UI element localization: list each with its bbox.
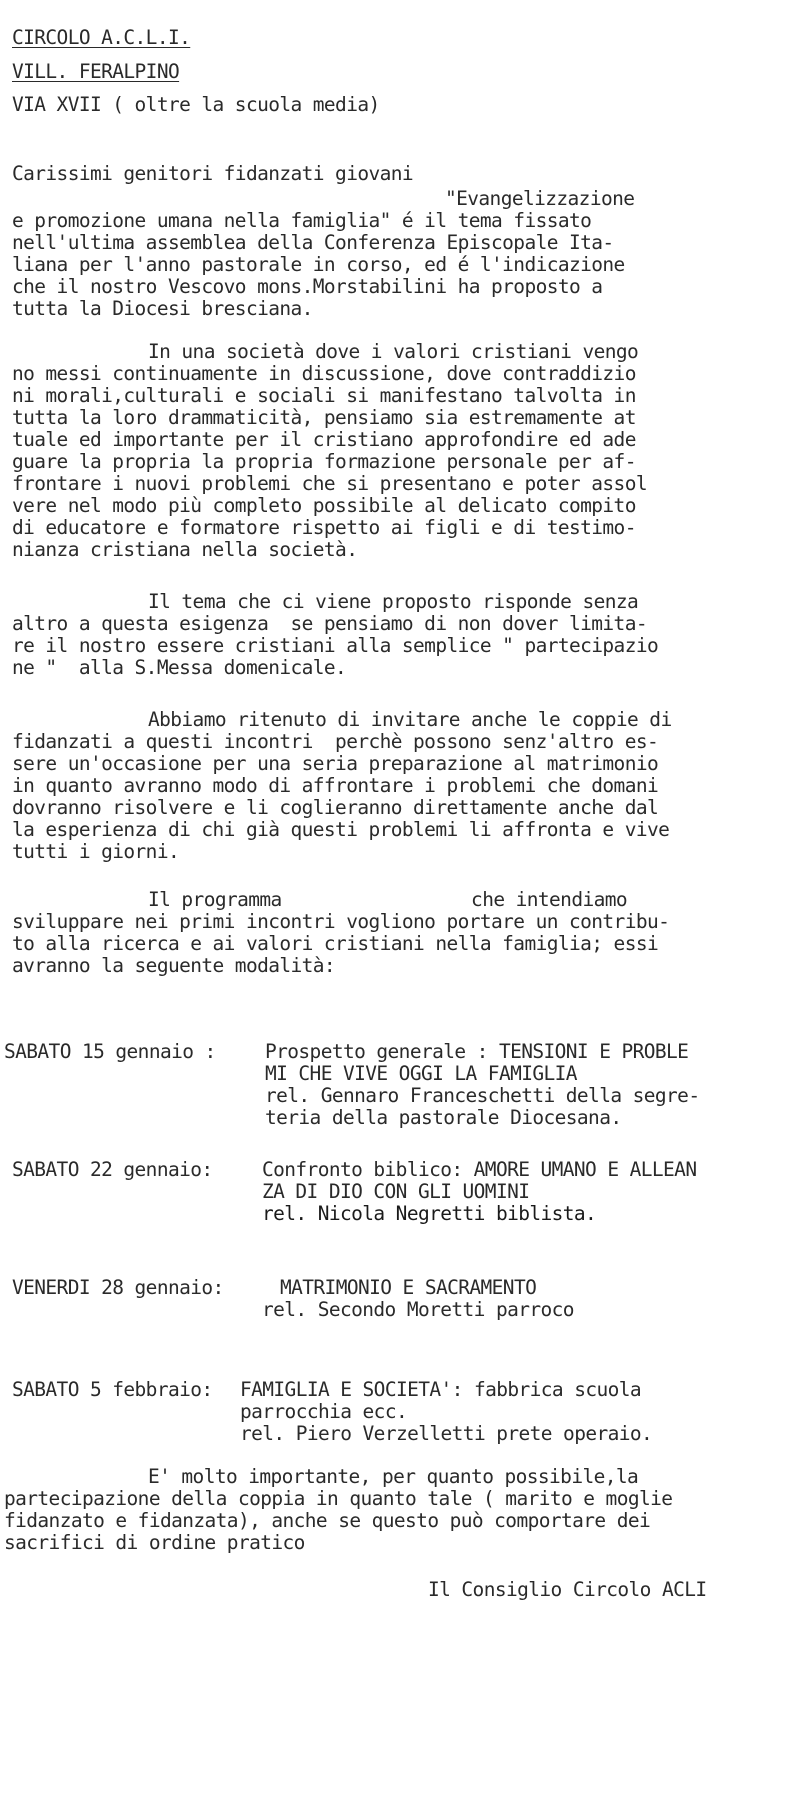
text-line: ne " alla S.Messa domenicale. xyxy=(12,656,347,679)
text-line: fidanzato e fidanzata), anche se questo può comportare dei xyxy=(4,1509,651,1532)
text-line: tuale ed importante per il cristiano approfondire ed ade xyxy=(12,428,636,451)
text-line: e promozione umana nella famiglia" é il tema fissato xyxy=(12,209,592,232)
text-line: liana per l'anno pastorale in corso, ed é l'indicazione xyxy=(12,253,625,276)
text-line: la esperienza di chi già questi problemi li affronta e vive xyxy=(12,818,670,841)
text-line: to alla ricerca e ai valori cristiani nella famiglia; essi xyxy=(12,932,659,955)
address-line: VIA XVII ( oltre la scuola media) xyxy=(12,93,380,116)
schedule-date: SABATO 22 gennaio: xyxy=(12,1158,213,1181)
text-line: dovranno risolvere e li coglieranno direttamente anche dal xyxy=(12,796,659,819)
text-line: re il nostro essere cristiani alla semplice " partecipazio xyxy=(12,634,659,657)
text-line: In una società dove i valori cristiani vengo xyxy=(148,340,639,363)
text-line: sere un'occasione per una seria preparazione al matrimonio xyxy=(12,752,659,775)
schedule-text: Prospetto generale : TENSIONI E PROBLE xyxy=(265,1040,689,1063)
text-line: vere nel modo più completo possibile al delicato compito xyxy=(12,494,636,517)
schedule-text: FAMIGLIA E SOCIETA': fabbrica scuola xyxy=(240,1378,642,1401)
text-line: Il programma che intendiamo xyxy=(148,888,628,911)
schedule-text: MATRIMONIO E SACRAMENTO xyxy=(280,1276,537,1299)
schedule-text: rel. Piero Verzelletti prete operaio. xyxy=(240,1422,653,1445)
schedule-date: VENERDI 28 gennaio: xyxy=(12,1276,224,1299)
text-line: Abbiamo ritenuto di invitare anche le coppie di xyxy=(148,708,672,731)
schedule-text: ZA DI DIO CON GLI UOMINI xyxy=(262,1180,530,1203)
schedule-text: rel. Gennaro Franceschetti della segre- xyxy=(265,1084,700,1107)
schedule-text: rel. Secondo Moretti parroco xyxy=(262,1298,574,1321)
signature: Il Consiglio Circolo ACLI xyxy=(428,1578,707,1601)
schedule-text: teria della pastorale Diocesana. xyxy=(265,1106,622,1129)
text-line: tutta la Diocesi bresciana. xyxy=(12,297,313,320)
text-line: in quanto avranno modo di affrontare i problemi che domani xyxy=(12,774,659,797)
text-line: ni morali,culturali e sociali si manifestano talvolta in xyxy=(12,384,636,407)
text-line: tutti i giorni. xyxy=(12,840,180,863)
text-line: "Evangelizzazione xyxy=(445,187,635,210)
text-line: guare la propria la propria formazione personale per af- xyxy=(12,450,636,473)
text-line: partecipazione della coppia in quanto tale ( marito e moglie xyxy=(4,1487,673,1510)
schedule-date: SABATO 5 febbraio: xyxy=(12,1378,213,1401)
text-line: che il nostro Vescovo mons.Morstabilini ha proposto a xyxy=(12,275,603,298)
text-line: di educatore e formatore rispetto ai figli e di testimo- xyxy=(12,516,636,539)
schedule-date: SABATO 15 gennaio : xyxy=(4,1040,216,1063)
text-line: tutta la loro drammaticità, pensiamo sia estremamente at xyxy=(12,406,636,429)
text-line: no messi continuamente in discussione, dove contraddizio xyxy=(12,362,636,385)
text-line: fidanzati a questi incontri perchè possono senz'altro es- xyxy=(12,730,659,753)
village-name: VILL. FERALPINO xyxy=(12,60,180,83)
text-line: nianza cristiana nella società. xyxy=(12,538,358,561)
org-name: CIRCOLO A.C.L.I. xyxy=(12,26,191,49)
text-line: E' molto importante, per quanto possibile,la xyxy=(148,1465,639,1488)
text-line: altro a questa esigenza se pensiamo di non dover limita- xyxy=(12,612,647,635)
text-line: sacrifici di ordine pratico xyxy=(4,1531,305,1554)
text-line: sviluppare nei primi incontri vogliono portare un contribu- xyxy=(12,910,670,933)
salutation: Carissimi genitori fidanzati giovani xyxy=(12,162,414,185)
schedule-text: MI CHE VIVE OGGI LA FAMIGLIA xyxy=(265,1062,577,1085)
schedule-text: Confronto biblico: AMORE UMANO E ALLEAN xyxy=(262,1158,697,1181)
schedule-text: rel. Nicola Negretti biblista. xyxy=(262,1202,597,1225)
text-line: nell'ultima assemblea della Conferenza Episcopale Ita- xyxy=(12,231,614,254)
text-line: frontare i nuovi problemi che si presentano e poter assol xyxy=(12,472,647,495)
schedule-text: parrocchia ecc. xyxy=(240,1400,408,1423)
text-line: Il tema che ci viene proposto risponde senza xyxy=(148,590,639,613)
text-line: avranno la seguente modalità: xyxy=(12,954,336,977)
